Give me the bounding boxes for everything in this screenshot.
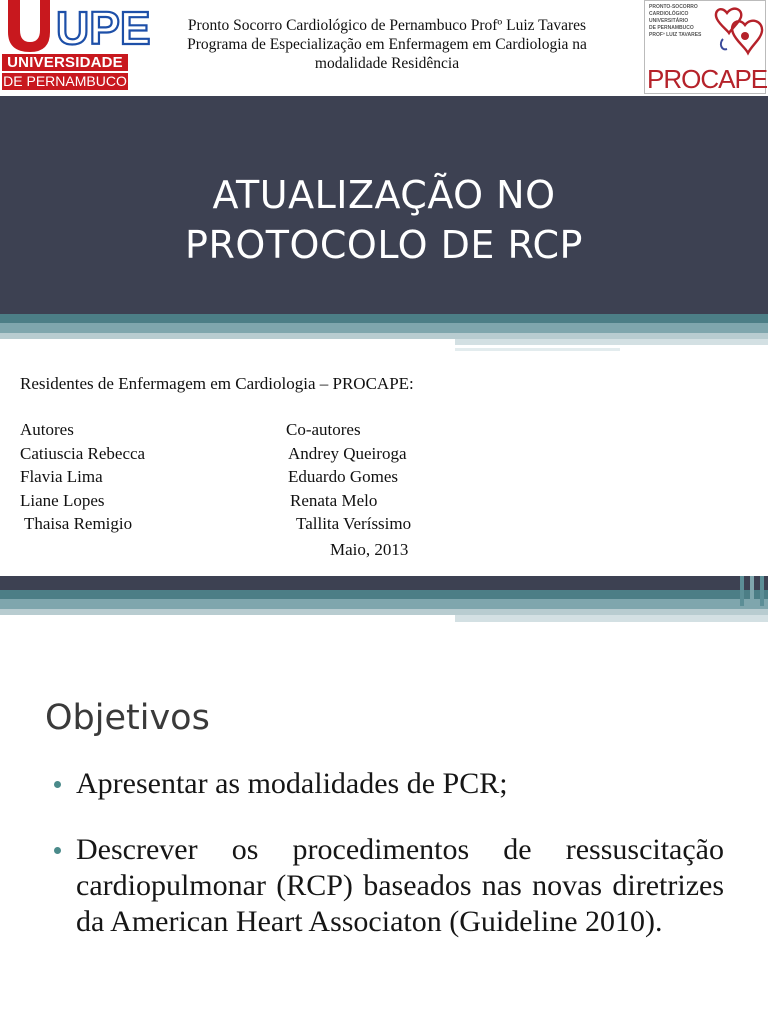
author-name: Flavia Lima [20, 467, 103, 486]
coauthors-column [286, 418, 411, 536]
coauthor-name: Renata Melo [290, 490, 378, 510]
procape-small-line: UNIVERSITÁRIO [649, 18, 689, 24]
procape-wordmark: PROCAPE [647, 64, 768, 94]
residents-line: Residentes de Enfermagem em Cardiologia – PROCAPE: [20, 374, 414, 393]
header-line: modalidade Residência [314, 55, 460, 72]
header-line: Pronto Socorro Cardiológico de Pernambuco Profº Luiz Tavares [187, 17, 587, 34]
bullet-icon [54, 781, 61, 788]
bullet-text: Descrever os procedimentos de ressuscitação cardiopulmonar (RCP) baseados nas novas diretrizes da American Heart Associaton (Guideline 2010). [76, 833, 724, 938]
upe-mark-icon [0, 0, 151, 56]
header-line: Programa de Especialização em Enfermagem em Cardiologia na [187, 36, 587, 53]
coauthor-name: Eduardo Gomes [288, 467, 399, 486]
slide-header [0, 0, 768, 96]
header-institution-text [138, 16, 636, 73]
procape-small-line: DE PERNAMBUCO [649, 25, 694, 31]
presentation-date: Maio, 2013 [330, 540, 409, 559]
slide-2 [0, 576, 768, 1024]
coauthor-name: Tallita Veríssimo [296, 514, 412, 533]
hearts-icon [713, 3, 763, 63]
procape-small-line: PRONTO-SOCORRO [649, 4, 698, 10]
authors-column [20, 418, 145, 536]
list-item [52, 832, 724, 940]
slide-title [0, 170, 768, 270]
author-name: Liane Lopes [20, 490, 105, 510]
author-name: Catiuscia Rebecca [20, 443, 146, 463]
list-item [52, 766, 724, 802]
decorative-stripes [0, 576, 768, 628]
upe-label-pernambuco: DE PERNAMBUCO [3, 73, 127, 89]
coauthors-heading: Co-autores [286, 420, 361, 439]
procape-small-line: PROFº LUIZ TAVARES [649, 32, 702, 38]
title-line: ATUALIZAÇÃO NO [212, 173, 556, 217]
upe-label-universidade: UNIVERSIDADE [2, 54, 128, 71]
title-line: PROTOCOLO DE RCP [185, 223, 583, 267]
author-name: Thaisa Remigio [24, 514, 133, 533]
bullet-text: Apresentar as modalidades de PCR; [76, 767, 508, 800]
procape-logo [644, 0, 766, 94]
bullet-icon [54, 847, 61, 854]
objectives-list [52, 766, 724, 970]
decorative-stripes [0, 310, 768, 356]
upe-logo [0, 0, 151, 92]
coauthor-name: Andrey Queiroga [288, 443, 407, 463]
authors-heading: Autores [20, 420, 74, 439]
procape-institution-lines [649, 4, 711, 39]
upe-mark-text: UPE [56, 2, 151, 54]
objectives-title: Objetivos [45, 698, 210, 738]
procape-small-line: CARDIOLÓGICO [649, 11, 689, 17]
